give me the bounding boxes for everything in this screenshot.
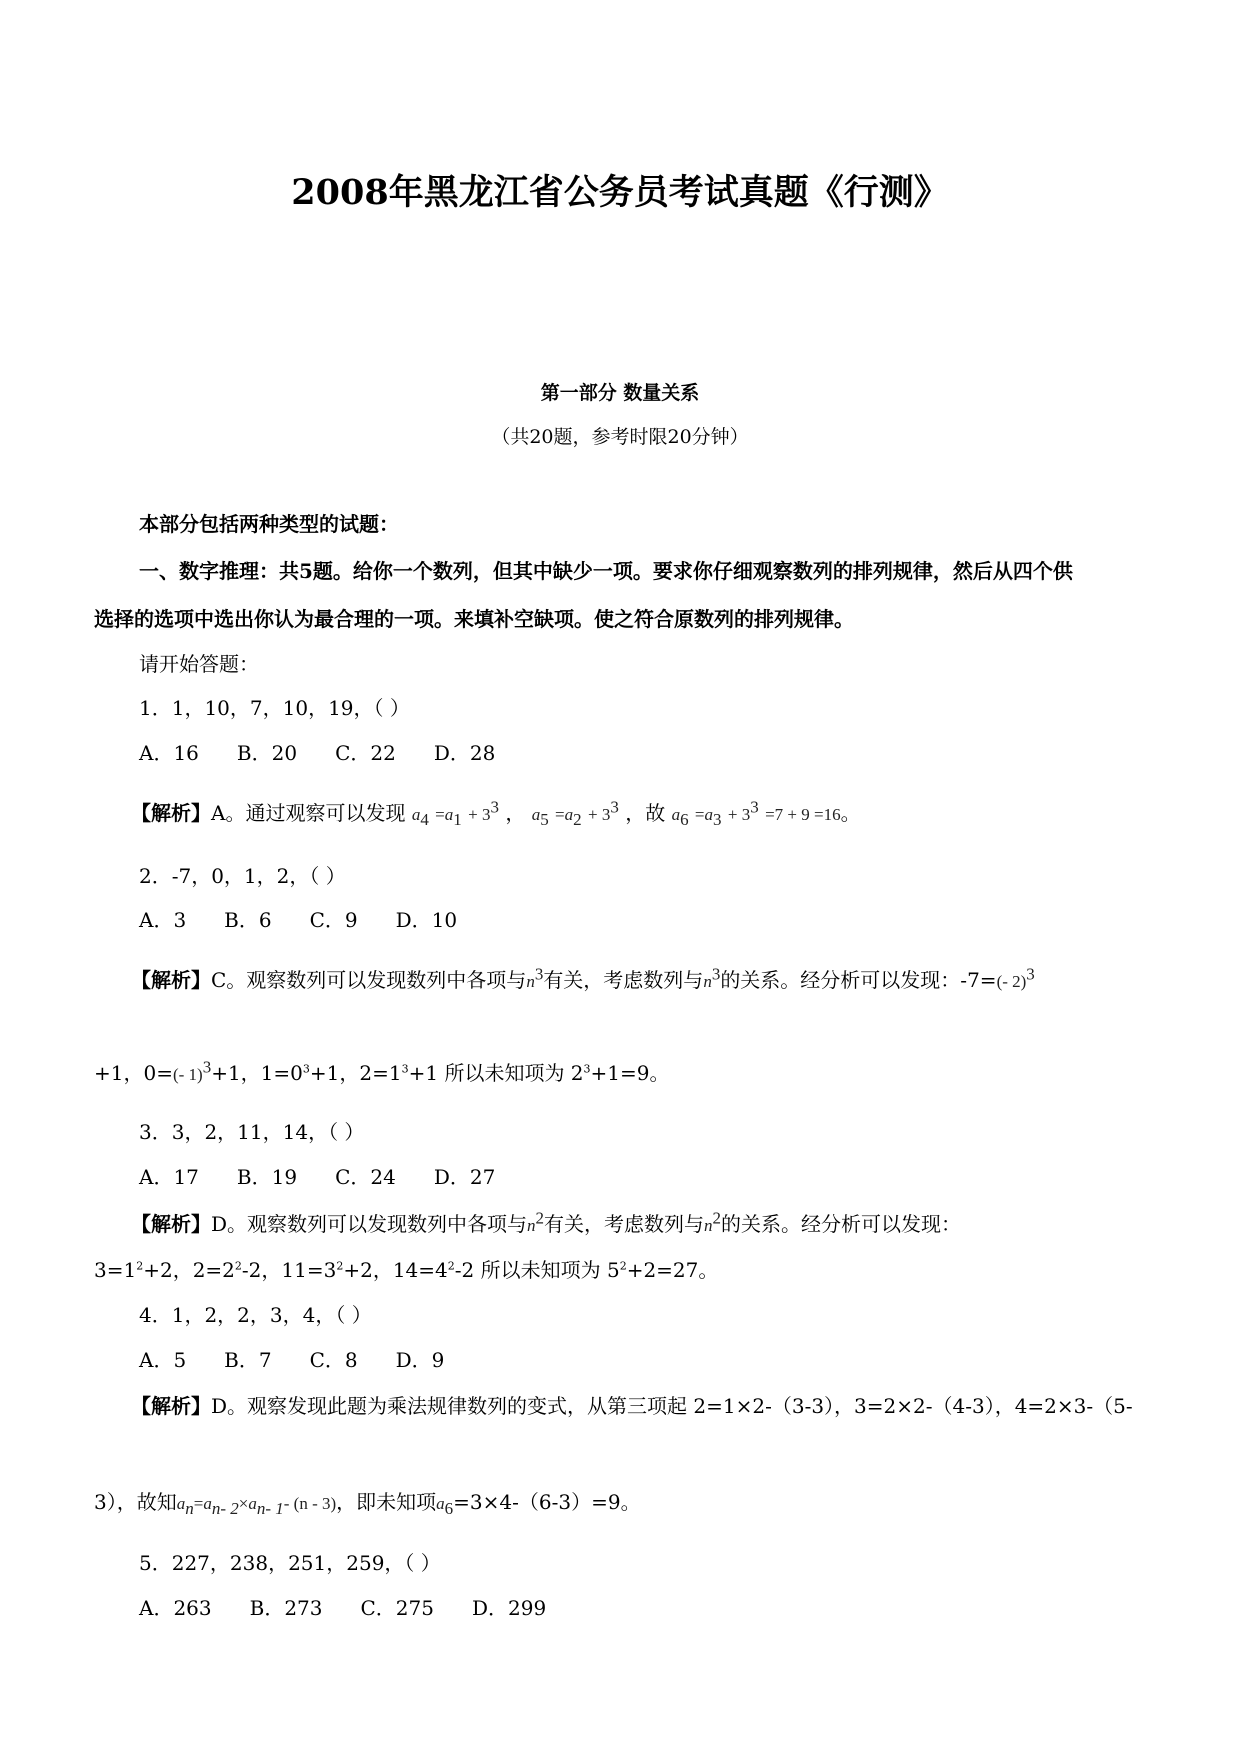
question-4-stem: 4．1，2，2，3，4，（ ） bbox=[139, 1303, 372, 1327]
question-2-analysis-line1: 【解析】C。观察数列可以发现数列中各项与$n^3$有关，考虑数列与$n^3$的关系。经分析可以发现：-7=(- 2)$^3$ bbox=[131, 964, 1035, 992]
option-b: B．19 bbox=[236, 1165, 298, 1189]
option-b: B．273 bbox=[249, 1596, 323, 1620]
question-3-analysis-line1: 【解析】D。观察数列可以发现数列中各项与$n^2$有关，考虑数列与$n^2$的关系。经分析可以发现： bbox=[131, 1208, 962, 1236]
question-2-options bbox=[139, 906, 495, 934]
section-subtitle: （共20题，参考时限20分钟） bbox=[491, 426, 749, 448]
analysis-tag: 【解析】 bbox=[131, 801, 211, 825]
option-c: C．22 bbox=[335, 741, 396, 765]
option-a: A．16 bbox=[139, 741, 199, 765]
page-title: 2008年黑龙江省公务员考试真题《行测》 bbox=[291, 172, 949, 213]
question-1-stem: 1．1，10，7，10，19，（ ） bbox=[139, 696, 410, 720]
question-4-analysis-line1: 【解析】D。观察发现此题为乘法规律数列的变式，从第三项起 2=1×2-（3-3），3=2×2-（4-3），4=2×3-（5- bbox=[131, 1394, 1133, 1418]
analysis-tag: 【解析】 bbox=[131, 1394, 211, 1418]
question-2-stem: 2．-7，0，1，2，（ ） bbox=[139, 864, 346, 888]
option-d: D．28 bbox=[433, 741, 496, 765]
intro-text: 本部分包括两种类型的试题： bbox=[139, 512, 399, 536]
option-c: C．275 bbox=[360, 1596, 434, 1620]
analysis-tag: 【解析】 bbox=[131, 968, 211, 992]
question-1-options bbox=[139, 739, 533, 767]
start-prompt: 请开始答题： bbox=[139, 652, 259, 676]
option-d: D．10 bbox=[395, 908, 458, 932]
option-c: C．8 bbox=[309, 1348, 358, 1372]
question-1-analysis: 【解析】A。通过观察可以发现 $a_4 =a_1 + 3^3$ ， $a_5 =a_2 + 3^3$ ，故 $a_6 =a_3 + 3^3 =7 + 9 =16$。 bbox=[131, 797, 861, 829]
question-5-stem: 5．227，238，251，259，（ ） bbox=[139, 1551, 441, 1575]
option-d: D．9 bbox=[395, 1348, 445, 1372]
option-c: C．9 bbox=[309, 908, 358, 932]
question-5-options bbox=[139, 1594, 584, 1622]
option-a: A．5 bbox=[139, 1348, 187, 1372]
option-b: B．7 bbox=[224, 1348, 272, 1372]
question-4-options bbox=[139, 1346, 482, 1374]
option-a: A．17 bbox=[139, 1165, 199, 1189]
option-d: D．27 bbox=[433, 1165, 496, 1189]
question-3-analysis-line2: $3=1^2+2$，$2=2^2-2$，$11=3^2+2$，$14=4^2-2$ 所以未知项为 $5^2+2=27$。 bbox=[94, 1258, 719, 1282]
analysis-tag: 【解析】 bbox=[131, 1212, 211, 1236]
option-c: C．24 bbox=[335, 1165, 396, 1189]
question-4-analysis-line2: 3），故知$a_n=a_{n- 2}\times a_{n- 1}-$ (n - 3)，即未知项$a_6=3\times 4-(6-3)=9$。 bbox=[94, 1490, 641, 1518]
section-title: 第一部分 数量关系 bbox=[540, 382, 700, 404]
option-a: A．3 bbox=[139, 908, 187, 932]
type1-description-line1: 一、数字推理：共5题。给你一个数列，但其中缺少一项。要求你仔细观察数列的排列规律，然后从四个供 bbox=[139, 559, 1073, 583]
option-d: D．299 bbox=[471, 1596, 547, 1620]
question-3-stem: 3．3，2，11，14，（ ） bbox=[139, 1120, 365, 1144]
type1-description-line2: 选择的选项中选出你认为最合理的一项。来填补空缺项。使之符合原数列的排列规律。 bbox=[94, 607, 854, 631]
option-a: A．263 bbox=[139, 1596, 212, 1620]
option-b: B．6 bbox=[224, 908, 272, 932]
question-2-analysis-line2: +1，0=(- 1)$^3$+1，$1=0^3+1$，$2=1^3+1$ 所以未知项为 $2^3+1=9$。 bbox=[94, 1057, 670, 1085]
option-b: B．20 bbox=[236, 741, 298, 765]
question-3-options bbox=[139, 1163, 533, 1191]
